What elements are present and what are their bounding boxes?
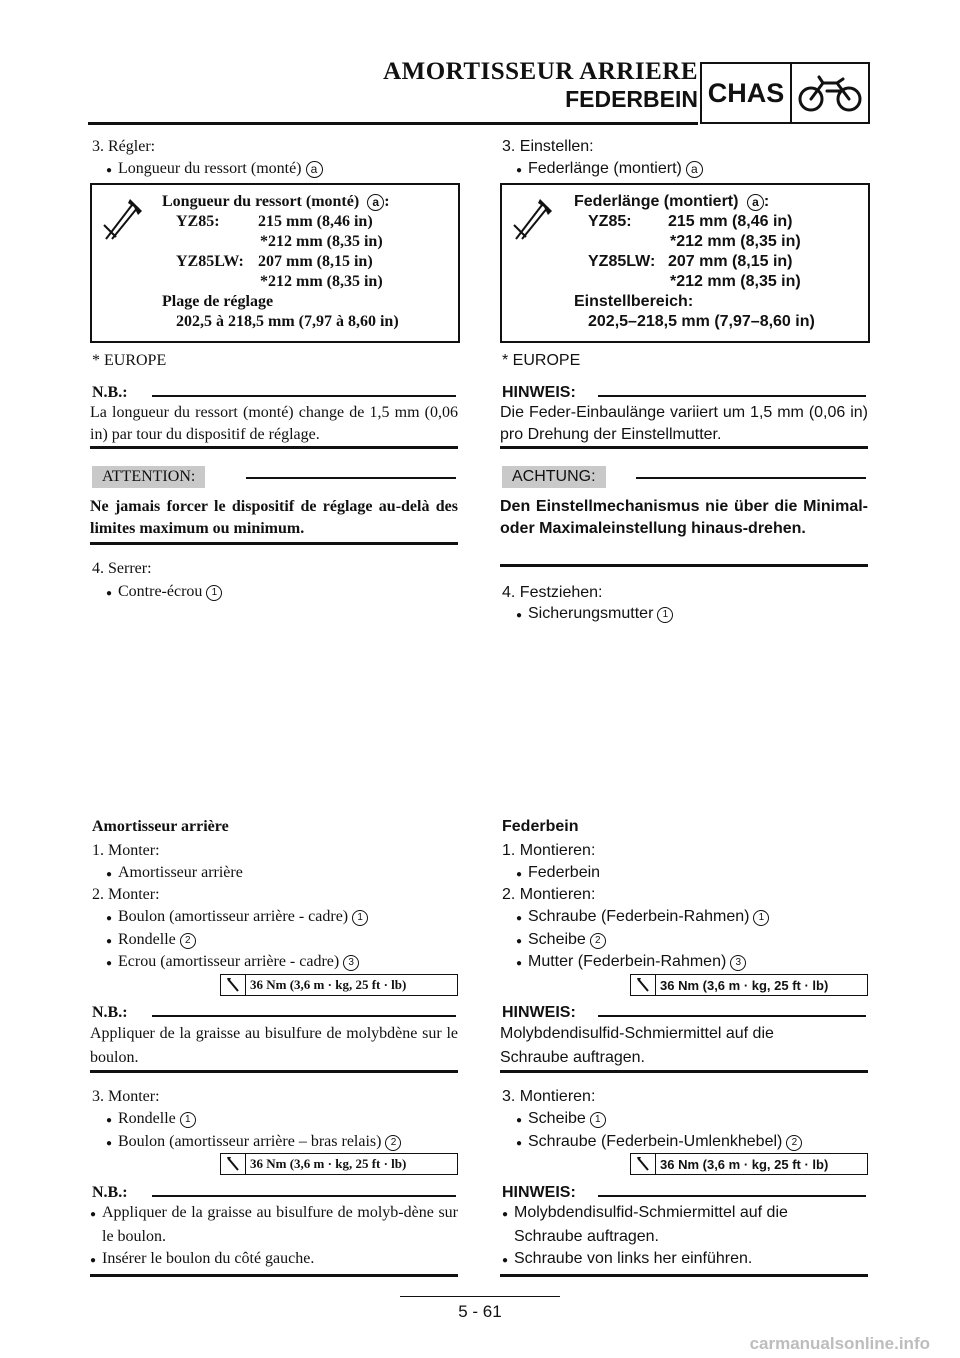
divider bbox=[246, 477, 456, 479]
right-yz85lw-alt: *212 mm (8,35 in) bbox=[670, 273, 801, 290]
right-spec-title-suffix: : bbox=[763, 193, 770, 210]
right-spec-title bbox=[574, 193, 769, 211]
left-s1-bullet: ● Amortisseur arrière bbox=[118, 862, 243, 884]
right-spec-title-text: Federlänge (montiert) bbox=[574, 193, 739, 210]
wrench-icon bbox=[102, 195, 146, 248]
right-nb3-bullet1: ● Molybdendisulfid-Schmiermittel auf die Schraube auftragen. bbox=[514, 1201, 834, 1249]
left-s2: 2. Monter: bbox=[92, 886, 160, 903]
right-nb1-text: Die Feder-Einbaulänge variiert um 1,5 mm (0,06 in) pro Drehung der Einstellmutter. bbox=[500, 404, 868, 443]
right-section2-title: Federbein bbox=[502, 818, 579, 835]
right-range-label: Einstellbereich: bbox=[574, 293, 694, 310]
ref-marker: a bbox=[306, 161, 323, 178]
right-step4: 4. Festziehen: bbox=[502, 584, 603, 601]
left-yz85-alt: *212 mm (8,35 in) bbox=[260, 233, 383, 250]
torque-wrench-icon bbox=[631, 975, 656, 995]
divider bbox=[90, 542, 458, 545]
left-spec-box bbox=[90, 183, 460, 343]
left-section2-title: Amortisseur arrière bbox=[92, 818, 229, 835]
left-step3-bullet-text: Longueur du ressort (monté) bbox=[118, 160, 302, 177]
divider bbox=[152, 1015, 456, 1017]
left-attention-label: ATTENTION: bbox=[92, 466, 205, 488]
right-spec-box bbox=[500, 183, 870, 343]
right-nb3-label: HINWEIS: bbox=[502, 1184, 576, 1201]
wrench-icon bbox=[512, 195, 556, 248]
left-yz85lw-label: YZ85LW: bbox=[176, 253, 244, 270]
left-nb3-bullet1: ● Appliquer de la graisse au bisulfure de molyb-dène sur le boulon. bbox=[102, 1201, 458, 1249]
right-s3-bullet1-text: Scheibe bbox=[528, 1110, 586, 1127]
right-nb3-bullet2: ● Schraube von links her einführen. bbox=[514, 1248, 752, 1270]
left-nb1-text: La longueur du ressort (monté) change de 1,5 mm (0,06 in) par tour du dispositif de réglage. bbox=[90, 404, 458, 443]
left-s3-bullet2 bbox=[118, 1131, 401, 1153]
right-s2-bullet2 bbox=[528, 929, 606, 951]
torque-wrench-icon bbox=[221, 975, 246, 995]
right-nb2-label: HINWEIS: bbox=[502, 1004, 576, 1021]
divider bbox=[90, 1274, 458, 1277]
right-yz85-alt: *212 mm (8,35 in) bbox=[670, 233, 801, 250]
ref-marker: 1 bbox=[657, 607, 673, 623]
left-nb2-label: N.B.: bbox=[92, 1004, 128, 1021]
right-attention-label: ACHTUNG: bbox=[502, 466, 606, 488]
left-s3-bullet1-text: Rondelle bbox=[118, 1110, 176, 1127]
right-s1-bullet: ● Federbein bbox=[528, 862, 600, 884]
header-title-french: AMORTISSEUR ARRIERE bbox=[383, 58, 698, 85]
right-yz85lw-value: 207 mm (8,15 in) bbox=[668, 253, 793, 270]
footer-rule bbox=[400, 1296, 560, 1297]
header-rule bbox=[88, 122, 698, 125]
right-s3-bullet1 bbox=[528, 1108, 606, 1130]
section-badge bbox=[700, 62, 870, 124]
divider bbox=[500, 1274, 868, 1277]
left-torque1-value: 36 Nm (3,6 m · kg, 25 ft · lb) bbox=[250, 977, 407, 992]
right-s3: 3. Montieren: bbox=[502, 1088, 596, 1105]
left-s2-bullet2 bbox=[118, 929, 196, 951]
ref-marker: 1 bbox=[352, 910, 368, 926]
divider bbox=[152, 395, 456, 397]
left-nb2-text: Appliquer de la graisse au bisulfure de molybdène sur le boulon. bbox=[90, 1025, 458, 1066]
left-yz85lw-value: 207 mm (8,15 in) bbox=[258, 253, 373, 270]
ref-marker: 2 bbox=[385, 1135, 401, 1151]
ref-marker: 3 bbox=[343, 955, 359, 971]
right-yz85lw-label: YZ85LW: bbox=[588, 253, 656, 270]
right-step3-bullet bbox=[528, 158, 703, 180]
divider bbox=[598, 1195, 866, 1197]
left-s2-bullet2-text: Rondelle bbox=[118, 931, 176, 948]
ref-marker: 3 bbox=[730, 955, 746, 971]
right-s2-bullet3 bbox=[528, 951, 746, 973]
right-europe-note: * EUROPE bbox=[502, 352, 581, 369]
section-label: CHAS bbox=[702, 64, 792, 122]
watermark: carmanualsonline.info bbox=[749, 1334, 930, 1353]
left-s3-bullet2-text: Boulon (amortisseur arrière – bras relais) bbox=[118, 1133, 382, 1150]
torque-wrench-icon bbox=[631, 1154, 656, 1174]
left-torque2-value: 36 Nm (3,6 m · kg, 25 ft · lb) bbox=[250, 1156, 407, 1171]
left-nb1-label: N.B.: bbox=[92, 384, 128, 401]
ref-marker: a bbox=[747, 194, 764, 211]
right-nb2-text: Molybdendisulfid-Schmiermittel auf die Schraube auftragen. bbox=[500, 1025, 774, 1066]
left-spec-title-text: Longueur du ressort (monté) bbox=[162, 193, 360, 210]
left-s2-bullet3-text: Ecrou (amortisseur arrière - cadre) bbox=[118, 953, 340, 970]
torque-wrench-icon bbox=[221, 1154, 246, 1174]
divider bbox=[90, 1070, 458, 1073]
divider bbox=[152, 1195, 456, 1197]
left-nb3-bullet2: ● Insérer le boulon du côté gauche. bbox=[102, 1248, 314, 1270]
left-nb3-label: N.B.: bbox=[92, 1184, 128, 1201]
left-step3-bullet bbox=[118, 158, 323, 180]
right-torque2 bbox=[630, 1153, 868, 1175]
motorcycle-icon bbox=[792, 64, 868, 122]
divider bbox=[500, 1070, 868, 1073]
right-step3: 3. Einstellen: bbox=[502, 138, 594, 155]
right-torque1 bbox=[630, 974, 868, 996]
divider bbox=[500, 564, 868, 567]
left-step4-bullet bbox=[118, 581, 222, 603]
left-spec-title bbox=[162, 193, 390, 211]
left-s3: 3. Monter: bbox=[92, 1088, 160, 1105]
right-s2: 2. Montieren: bbox=[502, 886, 596, 903]
left-step3: 3. Régler: bbox=[92, 138, 156, 155]
left-s2-bullet1 bbox=[118, 906, 368, 928]
left-attention-text: Ne jamais forcer le dispositif de réglage au-delà des limites maximum ou minimum. bbox=[90, 498, 458, 537]
left-yz85-value: 215 mm (8,46 in) bbox=[258, 213, 373, 230]
right-s2-bullet1 bbox=[528, 906, 769, 928]
right-step4-bullet bbox=[528, 603, 673, 625]
divider bbox=[90, 446, 458, 449]
ref-marker: 2 bbox=[590, 933, 606, 949]
right-s3-bullet2-text: Schraube (Federbein-Umlenkhebel) bbox=[528, 1133, 783, 1150]
ref-marker: a bbox=[367, 194, 384, 211]
page-number: 5 - 61 bbox=[458, 1302, 502, 1321]
left-s1: 1. Monter: bbox=[92, 842, 160, 859]
right-s2-bullet2-text: Scheibe bbox=[528, 931, 586, 948]
left-yz85-label: YZ85: bbox=[176, 213, 220, 230]
divider bbox=[598, 395, 866, 397]
right-range-value: 202,5–218,5 mm (7,97–8,60 in) bbox=[588, 313, 815, 330]
ref-marker: 1 bbox=[180, 1112, 196, 1128]
left-range-label: Plage de réglage bbox=[162, 293, 274, 310]
left-step4: 4. Serrer: bbox=[92, 560, 152, 577]
left-s3-bullet1 bbox=[118, 1108, 196, 1130]
right-step3-bullet-text: Federlänge (montiert) bbox=[528, 160, 682, 177]
divider bbox=[636, 477, 866, 479]
left-s2-bullet1-text: Boulon (amortisseur arrière - cadre) bbox=[118, 908, 349, 925]
right-attention-text: Den Einstellmechanismus nie über die Minimal- oder Maximaleinstellung hinaus-drehen. bbox=[500, 498, 868, 537]
left-spec-title-suffix: : bbox=[384, 193, 390, 210]
divider bbox=[500, 446, 868, 449]
divider bbox=[598, 1015, 866, 1017]
right-yz85-value: 215 mm (8,46 in) bbox=[668, 213, 793, 230]
ref-marker: 2 bbox=[786, 1135, 802, 1151]
right-step4-bullet-text: Sicherungsmutter bbox=[528, 605, 654, 622]
right-s1: 1. Montieren: bbox=[502, 842, 596, 859]
right-s3-bullet2 bbox=[528, 1131, 802, 1153]
right-nb1-label: HINWEIS: bbox=[502, 384, 576, 401]
left-torque2 bbox=[220, 1153, 458, 1175]
ref-marker: a bbox=[686, 161, 703, 178]
left-step4-bullet-text: Contre-écrou bbox=[118, 583, 203, 600]
right-torque1-value: 36 Nm (3,6 m · kg, 25 ft · lb) bbox=[660, 977, 829, 993]
left-europe-note: * EUROPE bbox=[92, 352, 167, 369]
left-s2-bullet3 bbox=[118, 951, 359, 973]
right-torque2-value: 36 Nm (3,6 m · kg, 25 ft · lb) bbox=[660, 1156, 829, 1172]
right-yz85-label: YZ85: bbox=[588, 213, 632, 230]
ref-marker: 2 bbox=[180, 933, 196, 949]
left-yz85lw-alt: *212 mm (8,35 in) bbox=[260, 273, 383, 290]
header-title-german: FEDERBEIN bbox=[565, 86, 698, 112]
right-s2-bullet3-text: Mutter (Federbein-Rahmen) bbox=[528, 953, 727, 970]
ref-marker: 1 bbox=[590, 1112, 606, 1128]
ref-marker: 1 bbox=[206, 585, 222, 601]
right-s2-bullet1-text: Schraube (Federbein-Rahmen) bbox=[528, 908, 750, 925]
left-torque1 bbox=[220, 974, 458, 996]
left-range-value: 202,5 à 218,5 mm (7,97 à 8,60 in) bbox=[176, 313, 399, 330]
ref-marker: 1 bbox=[753, 910, 769, 926]
